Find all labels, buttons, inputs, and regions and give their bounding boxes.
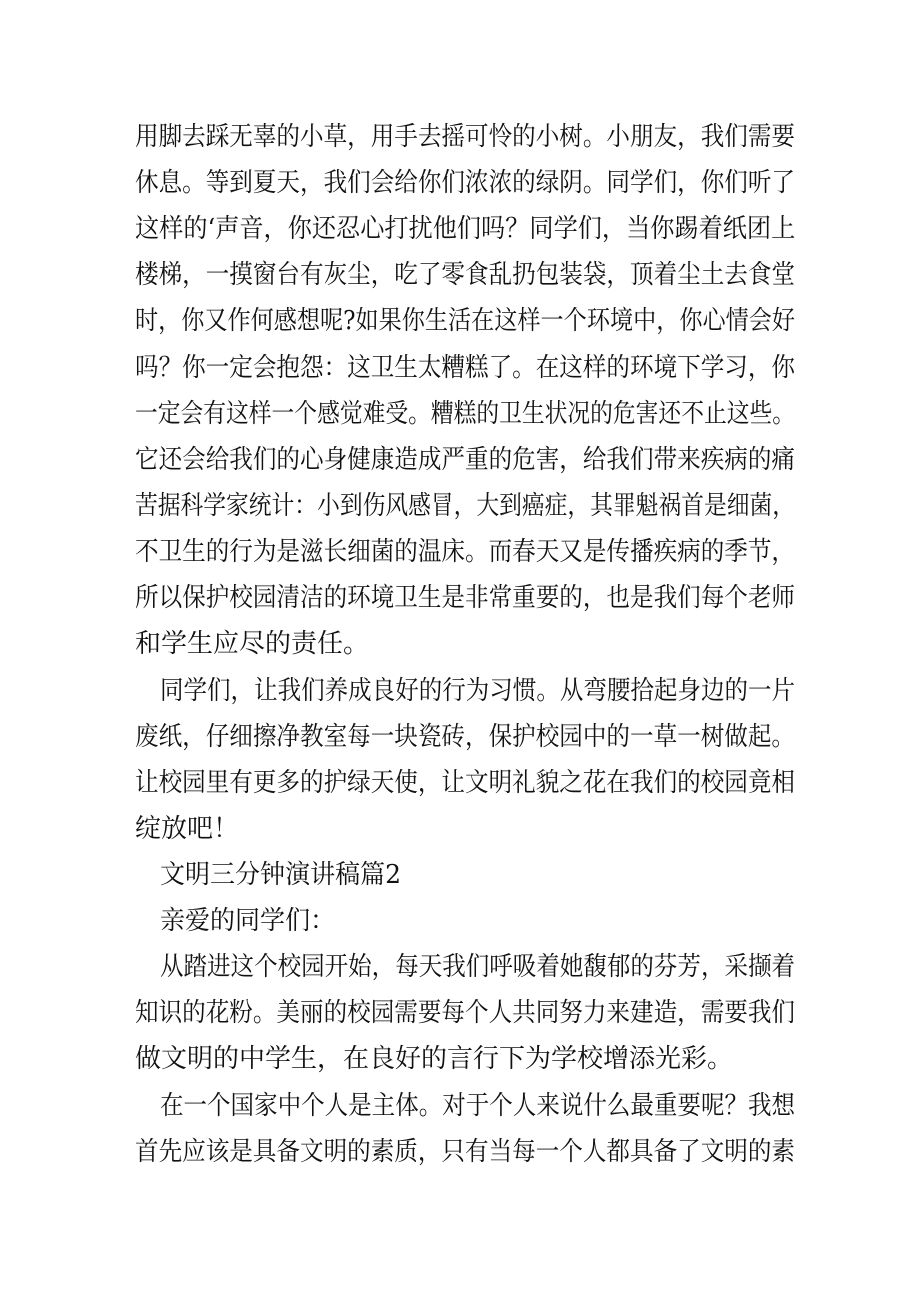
text-line: 从踏进这个校园开始，每天我们呼吸着她馥郁的芬芳，采撷着 [160, 952, 796, 982]
section-heading: 文明三分钟演讲稿篇2 [160, 860, 402, 890]
text-line: 苦据科学家统计：小到伤风感冒，大到癌症，其罪魁祸首是细菌， [135, 491, 795, 521]
text-line: 做文明的中学生，在良好的言行下为学校增添光彩。 [135, 1044, 734, 1074]
text-line: 绽放吧！ [135, 814, 240, 844]
salutation: 亲爱的同学们： [160, 906, 336, 936]
text-line: 休息。等到夏天，我们会给你们浓浓的绿阴。同学们，你们听了 [135, 168, 796, 198]
text-line: 一定会有这样一个感觉难受。糟糕的卫生状况的危害还不止这些。 [135, 399, 795, 429]
text-line: 首先应该是具备文明的素质，只有当每一个人都具备了文明的素 [135, 1137, 796, 1167]
text-line: 知识的花粉。美丽的校园需要每个人共同努力来建造，需要我们 [135, 998, 796, 1028]
text-line: 和学生应尽的责任。 [135, 629, 370, 659]
text-line: 楼梯，一摸窗台有灰尘，吃了零食乱扔包装袋，顶着尘土去食堂 [135, 260, 796, 290]
text-line: 废纸，仔细擦净教室每一块瓷砖，保护校园中的一草一树做起。 [135, 722, 796, 752]
text-line: 不卫生的行为是滋长细菌的温床。而春天又是传播疾病的季节， [135, 537, 796, 567]
text-line: 所以保护校园清洁的环境卫生是非常重要的，也是我们每个老师 [135, 583, 796, 613]
text-line: 用脚去踩无辜的小草，用手去摇可怜的小树。小朋友，我们需要 [135, 122, 796, 152]
text-line: 在一个国家中个人是主体。对于个人来说什么最重要呢？我想 [160, 1091, 796, 1121]
text-line: 时，你又作何感想呢?如果你生活在这样一个环境中，你心情会好 [135, 306, 795, 336]
text-line: 它还会给我们的心身健康造成严重的危害，给我们带来疾病的痛 [135, 445, 796, 475]
text-line: 这样的‘声音，你还忍心打扰他们吗？同学们，当你踢着纸团上 [135, 214, 796, 244]
text-line: 同学们，让我们养成良好的行为习惯。从弯腰拾起身边的一片 [160, 676, 796, 706]
text-line: 让校园里有更多的护绿天使，让文明礼貌之花在我们的校园竟相 [135, 768, 796, 798]
text-line: 吗？你一定会抱怨：这卫生太糟糕了。在这样的环境下学习，你 [135, 353, 796, 383]
